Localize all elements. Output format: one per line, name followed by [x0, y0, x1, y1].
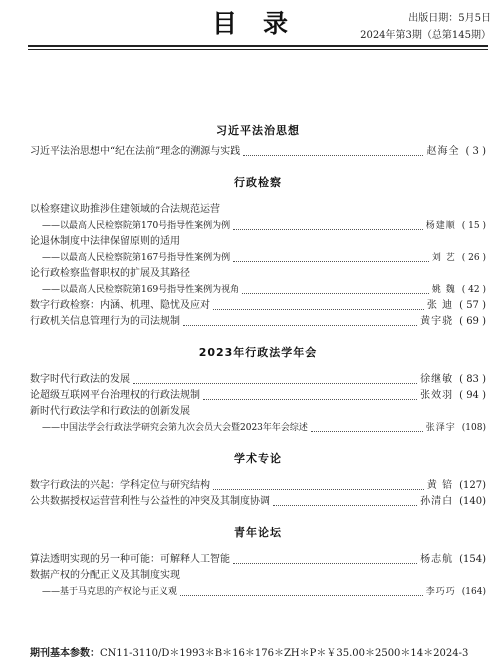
header-rule-thick [28, 45, 488, 47]
entry-author: 孙清白 [420, 496, 454, 507]
toc-entry[interactable] [30, 144, 486, 160]
entry-author: 杨建顺 [425, 221, 456, 231]
entry-page: ( 83 ) [459, 374, 486, 385]
entry-title: 论超级互联网平台治理权的行政法规制 [30, 390, 200, 401]
journal-parameters [30, 644, 468, 659]
entry-subtitle: ——中国法学会行政法学研究会第九次会员大会暨2023年年会综述 [42, 423, 308, 433]
entry-author: 黄宇骁 [420, 316, 454, 327]
toc-entry[interactable] [30, 372, 486, 388]
entry-page: (140) [459, 496, 486, 507]
dot-leader [233, 260, 429, 262]
dot-leader [203, 398, 417, 400]
dot-leader [133, 382, 417, 384]
toc-entry[interactable] [30, 552, 486, 568]
entry-page: (164) [461, 587, 486, 597]
table-of-contents [30, 118, 486, 600]
dot-leader [180, 594, 423, 596]
toc-entry[interactable] [30, 298, 486, 314]
section-heading: 2023年行政法学年会 [198, 346, 318, 359]
toc-entry[interactable] [30, 250, 486, 266]
entry-author: 李巧巧 [425, 587, 456, 597]
entry-page: ( 26 ) [461, 253, 486, 263]
entry-author: 刘 艺 [431, 253, 456, 263]
issue-number: 2024年第3期（总第145期） [360, 30, 491, 41]
section-heading: 习近平法治思想 [216, 124, 300, 137]
toc-entry[interactable] [30, 584, 486, 600]
entry-author: 杨志航 [420, 554, 454, 565]
entry-author: 黄 锫 [426, 480, 454, 491]
entry-page: ( 94 ) [459, 390, 486, 401]
section-heading: 行政检察 [234, 176, 282, 189]
dot-leader [213, 488, 424, 490]
entry-title[interactable]: 论行政检察监督职权的扩展及其路径 [30, 268, 190, 279]
dot-leader [233, 562, 417, 564]
toc-entry[interactable] [30, 420, 486, 436]
entry-title: 习近平法治思想中“纪在法前”理念的溯源与实践 [30, 146, 241, 157]
section-heading: 青年论坛 [234, 526, 282, 539]
entry-title: 公共数据授权运营营利性与公益性的冲突及其制度协调 [30, 496, 270, 507]
entry-page: (154) [459, 554, 486, 565]
entry-page: ( 42 ) [461, 285, 486, 295]
section-heading: 学术专论 [234, 452, 282, 465]
parameters-label: 期刊基本参数： [30, 648, 100, 659]
toc-entry[interactable] [30, 218, 486, 234]
toc-entry[interactable] [30, 314, 486, 330]
entry-author: 姚 魏 [431, 285, 456, 295]
dot-leader [243, 154, 423, 156]
dot-leader [213, 308, 424, 310]
entry-title[interactable]: 新时代行政法学和行政法的创新发展 [30, 406, 190, 417]
toc-entry[interactable] [30, 388, 486, 404]
page-title: 目录 [212, 9, 315, 38]
header-rule-thin [28, 49, 488, 50]
entry-title[interactable]: 论退休制度中法律保留原则的适用 [30, 236, 180, 247]
header [0, 0, 503, 50]
toc-entry[interactable] [30, 494, 486, 510]
entry-author: 张 迪 [426, 300, 454, 311]
toc-entry[interactable] [30, 282, 486, 298]
dot-leader [233, 228, 423, 230]
entry-page: ( 15 ) [461, 221, 486, 231]
entry-title: 算法透明实现的另一种可能：可解释人工智能 [30, 554, 230, 565]
entry-title[interactable]: 以检察建议助推涉住建领域的合法规范运营 [30, 204, 220, 215]
dot-leader [183, 324, 417, 326]
entry-author: 张泽宇 [425, 423, 456, 433]
entry-subtitle: ——以最高人民检察院第167号指导性案例为例 [42, 253, 231, 263]
entry-author: 赵海全 [426, 146, 460, 157]
entry-subtitle: ——基于马克思的产权论与正义观 [42, 587, 178, 597]
entry-page: (127) [459, 480, 486, 491]
entry-title: 数字行政法的兴起：学科定位与研究结构 [30, 480, 210, 491]
dot-leader [242, 292, 429, 294]
publish-date: 出版日期：5月5日 [408, 13, 491, 24]
entry-title: 行政机关信息管理行为的司法规制 [30, 316, 180, 327]
entry-author: 徐继敏 [420, 374, 454, 385]
entry-subtitle: ——以最高人民检察院第169号指导性案例为视角 [42, 285, 240, 295]
entry-page: (108) [461, 423, 486, 433]
entry-author: 张效羽 [420, 390, 454, 401]
entry-page: ( 57 ) [459, 300, 486, 311]
parameters-value: CN11-3110/D＊1993＊B＊16＊176＊ZH＊P＊￥35.00＊2500＊14＊2024-3 [100, 648, 469, 659]
entry-title: 数字行政检察：内涵、机理、隐忧及应对 [30, 300, 210, 311]
entry-subtitle: ——以最高人民检察院第170号指导性案例为例 [42, 221, 231, 231]
dot-leader [273, 504, 417, 506]
entry-page: ( 69 ) [459, 316, 486, 327]
toc-entry[interactable] [30, 478, 486, 494]
dot-leader [311, 430, 423, 432]
entry-page: ( 3 ) [465, 146, 486, 157]
entry-title[interactable]: 数据产权的分配正义及其制度实现 [30, 570, 180, 581]
entry-title: 数字时代行政法的发展 [30, 374, 130, 385]
